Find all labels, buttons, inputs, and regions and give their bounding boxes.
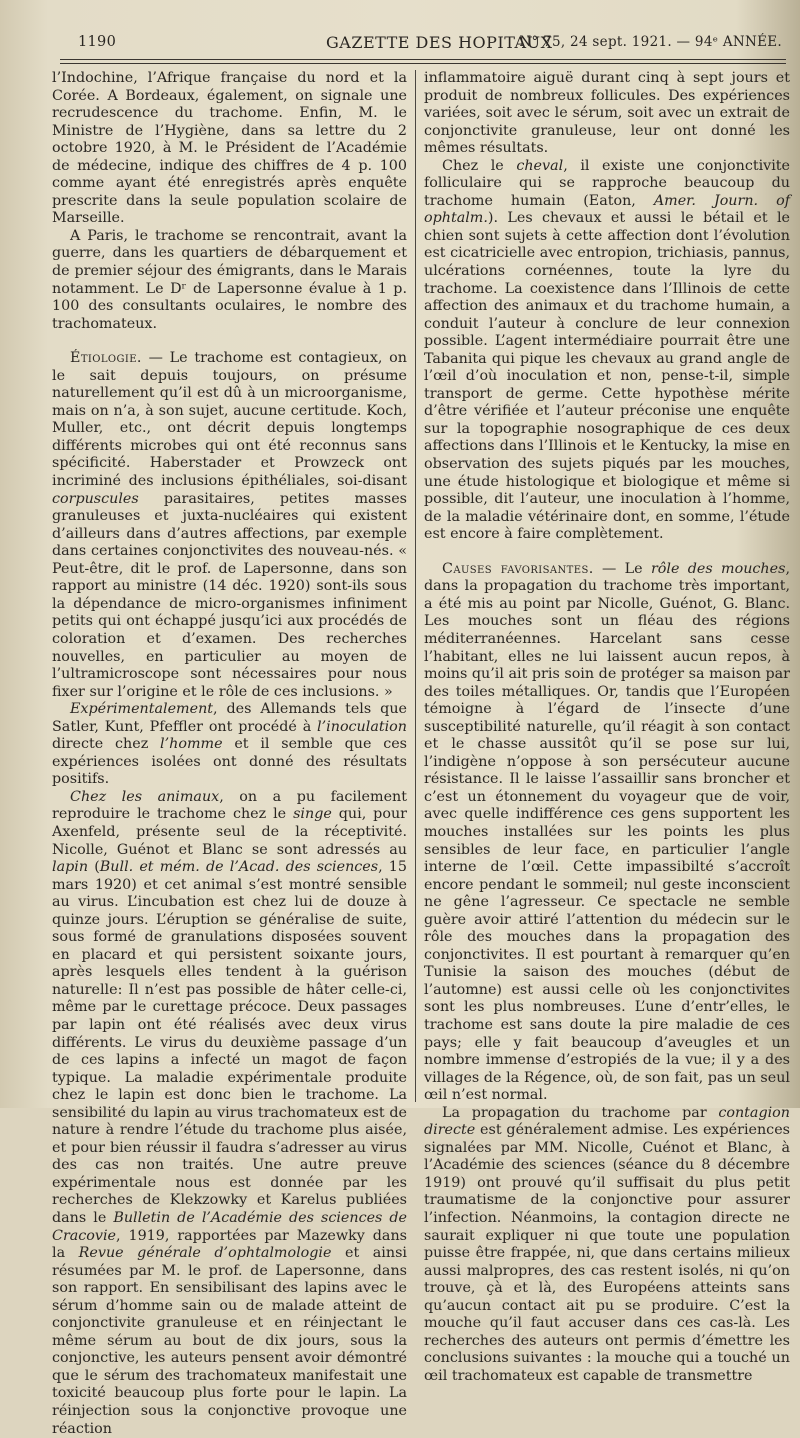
- section-etiologie: [52, 350, 407, 701]
- right-column: [424, 70, 790, 1384]
- text-run: est généralement admise. Les expériences signalées par MM. Nicolle, Cuénot et Blanc, à l’Académie des sciences (séance du 8 décembre 1919) ont prouvé qu’il suffisait du plus petit traumatisme de la conjonctive pour assurer l’infection. Néanmoins, la contagion directe ne saurait expliquer ni que toute une population puisse être frappée, ni, que dans certains milieux aussi malpropres, des cas restent isolés, ni qu’on trouve, çà et là, des Européens atteints sans qu’aucun contact ait pu se produire. C’est la mouche qu’il faut accuser dans ces cas-là. Les recherches des auteurs ont permis d’émettre les conclusions suivantes : la mouche qui a touché un œil trachomateux est capable de transmettre: [424, 1122, 790, 1384]
- italic-run: lapin: [52, 859, 89, 876]
- italic-run: cheval: [516, 157, 564, 174]
- italic-run: Chez les animaux: [70, 788, 220, 805]
- italic-run: contagion directe: [424, 1104, 790, 1139]
- text-run: directe chez: [52, 736, 161, 753]
- text-run: , il existe une conjonctivite folliculaire qui se rapproche beaucoup du trachome humain (Eaton,: [424, 157, 790, 209]
- italic-run: corpuscules: [52, 490, 139, 507]
- text-run: Chez le: [442, 157, 517, 174]
- text-run: ). Les chevaux et aussi le bétail et le chien sont sujets à cette affection dont l’évolution est cicatricielle avec entropion, trichiasis, pannus, ulcérations cornéennes, toute la lyre du trachome. La coexistence dans l’Illinois de cette affection des animaux et du trachome humain, a conduit l’auteur à conclure de leur connexion possible. L’agent intermédiaire pourrait être une Tabanita qui pique les chevaux au grand angle de l’œil d’où inoculation et non, pense-t-il, simple transport de germe. Cette hypothèse mérite d’être vérifiée et l’auteur préconise une enquête sur la topographie nosographique de ces deux affections dans l’Illinois et le Kentucky, la mise en observation des sujets piqués par les mouches, une étude histologique et biologique et même si possible, dit l’auteur, une inoculation à l’homme, de la maladie vétérinaire dont, en somme, l’étude est encore à faire complètement.: [424, 210, 790, 543]
- paragraph-propagation: [424, 1105, 790, 1386]
- text-run: — Le: [593, 560, 651, 577]
- issue-info: N° 75, 24 sept. 1921. — 94ᵉ ANNÉE.: [519, 34, 782, 50]
- text-run: qui, pour Axenfeld, présente seul de la réceptivité. Nicolle, Guénot et Blanc se sont adressés au: [52, 806, 407, 858]
- text-run: , 1919, rapportées par Mazewky dans la: [52, 1227, 407, 1262]
- paragraph-animaux: [52, 789, 407, 1438]
- text-run: parasitaires, petites masses granuleuses et juxta-nucléaires qui existent d’ailleurs dans d’autres affections, par exemple dans certaines conjonctivites des nouveau-nés. « Peut-être, dit le prof. de Lapersonne, dans son rapport au ministre (14 déc. 1920) sont-ils sous la dépendance de micro-organismes infiniment petits qui ont échappé jusqu’ici aux procédés de coloration et d’examen. Des recherches nouvelles, en particulier au moyen de l’ultramicroscope sont nécessaires pour nous fixer sur l’origine et le rôle de ces inclusions. »: [52, 490, 407, 700]
- italic-run: Bull. et mém. de l’Acad. des sciences: [99, 859, 379, 876]
- text-run: (: [88, 859, 100, 876]
- italic-run: l’homme: [160, 736, 223, 753]
- text-run: — Le trachome est contagieux, on le sait depuis toujours, on présume naturellement qu’il est dû à un microorganisme, mais on n’a, à son sujet, aucune certitude. Koch, Muller, etc., ont décrit depuis longtemps différents microbes qui ont été reconnus sans spécificité. Haberstader et Prowzeck ont incriminé des inclusions épithéliales, soi-disant: [52, 350, 407, 490]
- italic-run: Amer. Journ. of ophtalm.: [424, 192, 790, 227]
- paragraph: A Paris, le trachome se rencontrait, avant la guerre, dans les quartiers de débarquement et de premier séjour des émigrants, dans le Marais notamment. Le Dʳ de Lapersonne évalue à 1 p. 100 des consultants oculaires, le nombre des trachomateux.: [52, 227, 407, 332]
- section-heading: Étiologie.: [70, 350, 142, 367]
- text-run: , 15 mars 1920) et cet animal s’est montré sensible au virus. L’incubation est chez lui de douze à quinze jours. L’éruption se généralise de suite, sous formé de granulations disposées souvent en placard et qui persistent soixante jours, après lesquels elles tendent à la guérison naturelle: Il n’est pas possible de hâter celle-ci, même par le curettage précoce. Deux passages par lapin ont été réalisés avec deux virus différents. Le virus du deuxième passage d’un de ces lapins a infecté un magot de façon typique. La maladie expérimentale produite chez le lapin est donc bien le trachome. La sensibilité du lapin au virus trachomateux est de nature à rendre l’étude du trachome plus aisée, et pour bien réussir il faudra s’adresser au virus des cas non traités. Une autre preuve expérimentale nous est donnée par les recherches de Klekzowky et Karelus publiées dans le: [52, 859, 407, 1226]
- italic-run: singe: [293, 806, 332, 823]
- text-run: , on a pu facilement reproduire le trachome chez le: [52, 788, 407, 823]
- text-run: , dans la propagation du trachome très important, a été mis au point par Nicolle, Guénot, G. Blanc. Les mouches sont un fléau des régions méditerranéennes. Harcelant sans cesse l’habitant, elles ne lui laissent aucun repos, à moins qu’il ait pris soin de protéger sa maison par des toiles métalliques. Or, tandis que l’Européen témoigne à l’égard de l’insecte d’une susceptibilité naturelle, qu’il réagit à son contact et le chasse aussitôt qu’il se pose sur lui, l’indigène n’oppose à son persécuteur aucune résistance. Il le laisse l’assaillir sans broncher et c’est un étonnement du voyageur que de voir, avec quelle indifférence ces gens supportent les mouches installées sur les points les plus sensibles de leur face, en particulier l’angle interne de l’œil. Cette impassibilté s’accroît encore pendant le sommeil; nul geste inconscient ne gêne l’agresseur. Ce spectacle ne semble guère avoir attiré l’attention du médecin sur le rôle des mouches dans la propagation des conjonctivites. Il est pourtant à remarquer qu’en Tunisie la saison des mouches (début de l’automne) est aussi celle où les conjonctivites sont les plus nombreuses. L’une d’entr’elles, le trachome est sans doute la pire maladie de ces pays; elle y fait beaucoup d’aveugles et un nombre immense d’estropiés de la vue; il y a des villages de la Régence, où, de son fait, pas un seul œil n’est normal.: [424, 560, 790, 1104]
- left-column: [52, 70, 408, 1437]
- page-number: 1190: [78, 34, 117, 50]
- text-run: et il semble que ces expériences isolées ont donné des résultats positifs.: [52, 736, 408, 788]
- header-rule-bottom: [60, 63, 786, 64]
- paragraph: l’Indochine, l’Afrique française du nord et la Corée. A Bordeaux, également, on signale une recrudescence du trachome. Enfin, M. le Ministre de l’Hygiène, dans sa lettre du 2 octobre 1920, à M. le Président de l’Académie de médecine, indique des chiffres de 4 p. 100 comme ayant été enregistrés après enquête prescrite dans la seule population scolaire de Marseille.: [52, 70, 407, 227]
- italic-run: Revue générale d’ophtalmologie: [78, 1245, 332, 1262]
- text-run: , des Allemands tels que Satler, Kunt, Pfeffler ont procédé à: [52, 701, 407, 735]
- paragraph-cheval: [424, 158, 790, 544]
- running-header: [78, 30, 786, 54]
- column-divider: [415, 70, 416, 1102]
- italic-run: rôle des mouches: [650, 560, 786, 577]
- text-run: La propagation du trachome par: [442, 1104, 719, 1121]
- italic-run: l’inoculation: [317, 718, 407, 735]
- paragraph-experimental: [52, 701, 407, 789]
- section-causes: [424, 561, 790, 1105]
- italic-run: Expérimentalement: [70, 701, 214, 718]
- journal-title: GAZETTE DES HOPITAUX: [326, 33, 553, 52]
- text-run: et ainsi résumées par M. le prof. de Lapersonne, dans son rapport. En sensibilisant des lapins avec le sérum d’homme sain ou de malade atteint de conjonctivite granuleuse et en réinjectant le même sérum au bout de dix jours, sous la conjonctive, les auteurs pensent avoir démontré que le sérum des trachomateux manifestait une toxicité beaucoup plus forte pour le lapin. La réinjection sous la conjonctive provoque une réaction: [52, 1245, 407, 1437]
- italic-run: Bulletin de l’Académie des sciences de Cracovie: [52, 1210, 408, 1244]
- header-rule-top: [60, 59, 786, 60]
- section-heading: Causes favorisantes.: [442, 560, 594, 577]
- paragraph: inflammatoire aiguë durant cinq à sept jours et produit de nombreux follicules. Des expériences variées, soit avec le sérum, soit avec un extrait de conjonctivite granuleuse, leur ont donné les mêmes résultats.: [424, 70, 790, 157]
